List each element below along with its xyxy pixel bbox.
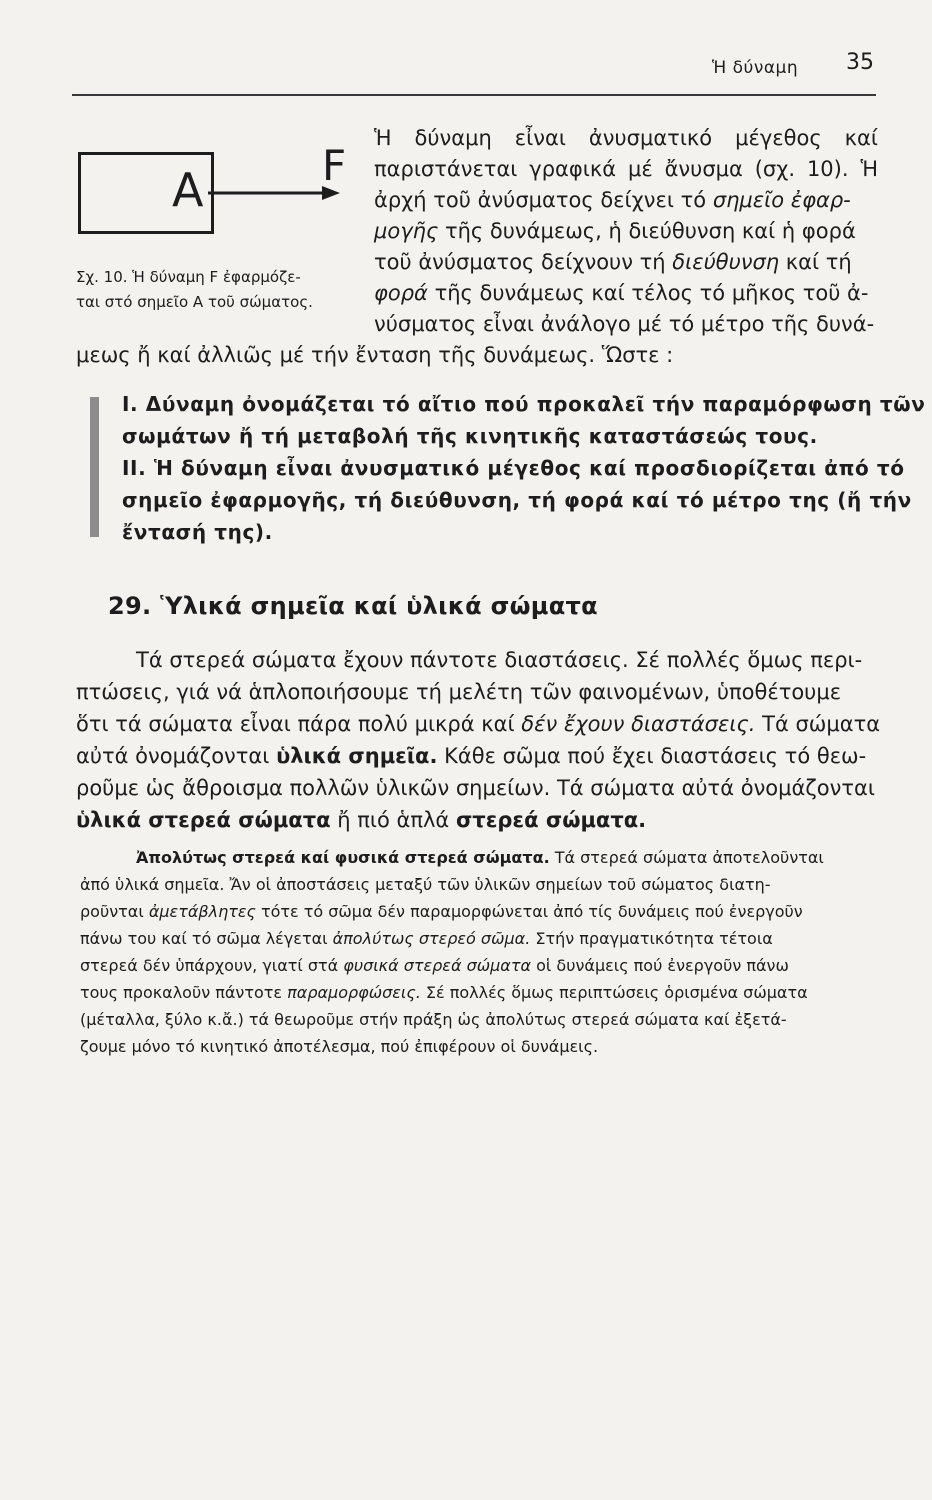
force-vector-arrow (78, 150, 358, 250)
note-line-1: Ἀπολύτως στερεά καί φυσικά στερεά σώματα. Τά στερεά σώματα ἀποτελοῦνται (136, 848, 824, 867)
note-line-4: πάνω του καί τό σῶμα λέγεται ἀπολύτως στερεό σῶμα. Στήν πραγματικότητα τέτοια (80, 929, 773, 948)
section-line-5: ροῦμε ὡς ἄθροισμα πολλῶν ὑλικῶν σημείων. Τά σώματα αὐτά ὀνομάζονται (76, 776, 875, 800)
header-rule (72, 94, 876, 96)
note-line-2: ἀπό ὑλικά σημεῖα. Ἄν οἱ ἀποστάσεις μεταξύ τῶν ὑλικῶν σημείων τοῦ σώματος διατη- (80, 875, 771, 894)
section-line-2: πτώσεις, γιά νά ἁπλοποιήσουμε τή μελέτη τῶν φαινομένων, ὑποθέτουμε (76, 680, 842, 704)
intro-line-3: ἀρχή τοῦ ἀνύσματος δείχνει τό σημεῖο ἐφαρ- (374, 188, 851, 212)
intro-line-4: μογῆς τῆς δυνάμεως, ἡ διεύθυνση καί ἡ φορά (374, 219, 856, 243)
note-line-7: (μέταλλα, ξύλο κ.ἄ.) τά θεωροῦμε στήν πράξη ὡς ἀπολύτως στερεά σώματα καί ἐξετά- (80, 1010, 787, 1029)
intro-line-6: φορά τῆς δυνάμεως καί τέλος τό μῆκος τοῦ ἀ- (374, 281, 869, 305)
force-label-f: F (322, 141, 347, 190)
term-point-of-application: σημεῖο ἐφαρ- (712, 188, 851, 212)
section-line-6: ὑλικά στερεά σώματα ἤ πιό ἁπλά στερεά σώματα. (76, 808, 647, 832)
term-rigid-bodies: στερεά σώματα. (455, 808, 647, 832)
intro-line-8: μεως ἤ καί ἀλλιῶς μέ τήν ἔνταση τῆς δυνάμεως. Ὥστε : (76, 343, 674, 367)
note-line-3: ροῦνται ἀμετάβλητες τότε τό σῶμα δέν παραμορφώνεται ἀπό τίς δυνάμεις πού ἐνεργοῦν (80, 902, 803, 921)
note-line-6: τους προκαλοῦν πάντοτε παραμορφώσεις. Σέ πολλές ὅμως περιπτώσεις ὁρισμένα σώματα (80, 983, 808, 1002)
intro-line-5: τοῦ ἀνύσματος δείχνουν τή διεύθυνση καί τή (374, 250, 852, 274)
term-sense: φορά (374, 281, 428, 305)
term-material-rigid-bodies: ὑλικά στερεά σώματα (76, 808, 331, 832)
definition-2-line-2: σημεῖο ἐφαρμογῆς, τή διεύθυνση, τή φορά καί τό μέτρο της (ἤ τήν (122, 488, 912, 512)
figure-10 (78, 141, 358, 280)
caption-line-1: Σχ. 10. Ἡ δύναμη F ἐφαρμόζε- (76, 268, 301, 286)
running-header-title: Ἡ δύναμη (712, 58, 799, 78)
definition-1-line-2: σωμάτων ἤ τή μεταβολή τῆς κινητικῆς καταστάσεώς τους. (122, 424, 818, 448)
definition-margin-bar (90, 397, 99, 537)
intro-line-2: παριστάνεται γραφικά μέ ἄνυσμα (σχ. 10). Ἡ (374, 157, 878, 181)
caption-line-2: ται στό σημεῖο A τοῦ σώματος. (76, 293, 313, 311)
point-label-a: A (172, 163, 204, 217)
definition-2-line-1: II. Ἡ δύναμη εἶναι ἀνυσματικό μέγεθος καί προσδιορίζεται ἀπό τό (122, 456, 905, 480)
section-line-4: αὐτά ὀνομάζονται ὑλικά σημεῖα. Κάθε σῶμα πού ἔχει διαστάσεις τό θεω- (76, 744, 867, 768)
section-line-3: ὅτι τά σώματα εἶναι πάρα πολύ μικρά καί δέν ἔχουν διαστάσεις. Τά σώματα (76, 712, 881, 736)
page-number: 35 (846, 50, 874, 75)
section-line-1: Τά στερεά σώματα ἔχουν πάντοτε διαστάσεις. Σέ πολλές ὅμως περι- (136, 648, 863, 672)
definition-2-line-3: ἔντασή της). (122, 520, 273, 544)
note-title: Ἀπολύτως στερεά καί φυσικά στερεά σώματα. (136, 848, 550, 867)
intro-line-1: Ἡ δύναμη εἶναι ἀνυσματικό μέγεθος καί (374, 126, 878, 150)
term-material-points: ὑλικά σημεῖα. (276, 744, 438, 768)
figure-caption (76, 265, 366, 315)
definition-1-line-1: I. Δύναμη ὀνομάζεται τό αἴτιο πού προκαλεῖ τήν παραμόρφωση τῶν (122, 392, 926, 416)
section-heading: 29. Ὑλικά σημεῖα καί ὑλικά σώματα (108, 592, 598, 620)
note-line-8: ζουμε μόνο τό κινητικό ἀποτέλεσμα, πού ἐπιφέρουν οἱ δυνάμεις. (80, 1037, 599, 1056)
intro-line-7: νύσματος εἶναι ἀνάλογο μέ τό μέτρο τῆς δυνά- (374, 312, 875, 336)
term-no-dimensions: δέν ἔχουν διαστάσεις. (521, 712, 756, 736)
term-direction: διεύθυνση (672, 250, 780, 274)
note-line-5: στερεά δέν ὑπάρχουν, γιατί στά φυσικά στερεά σώματα οἱ δυνάμεις πού ἐνεργοῦν πάνω (80, 956, 789, 975)
